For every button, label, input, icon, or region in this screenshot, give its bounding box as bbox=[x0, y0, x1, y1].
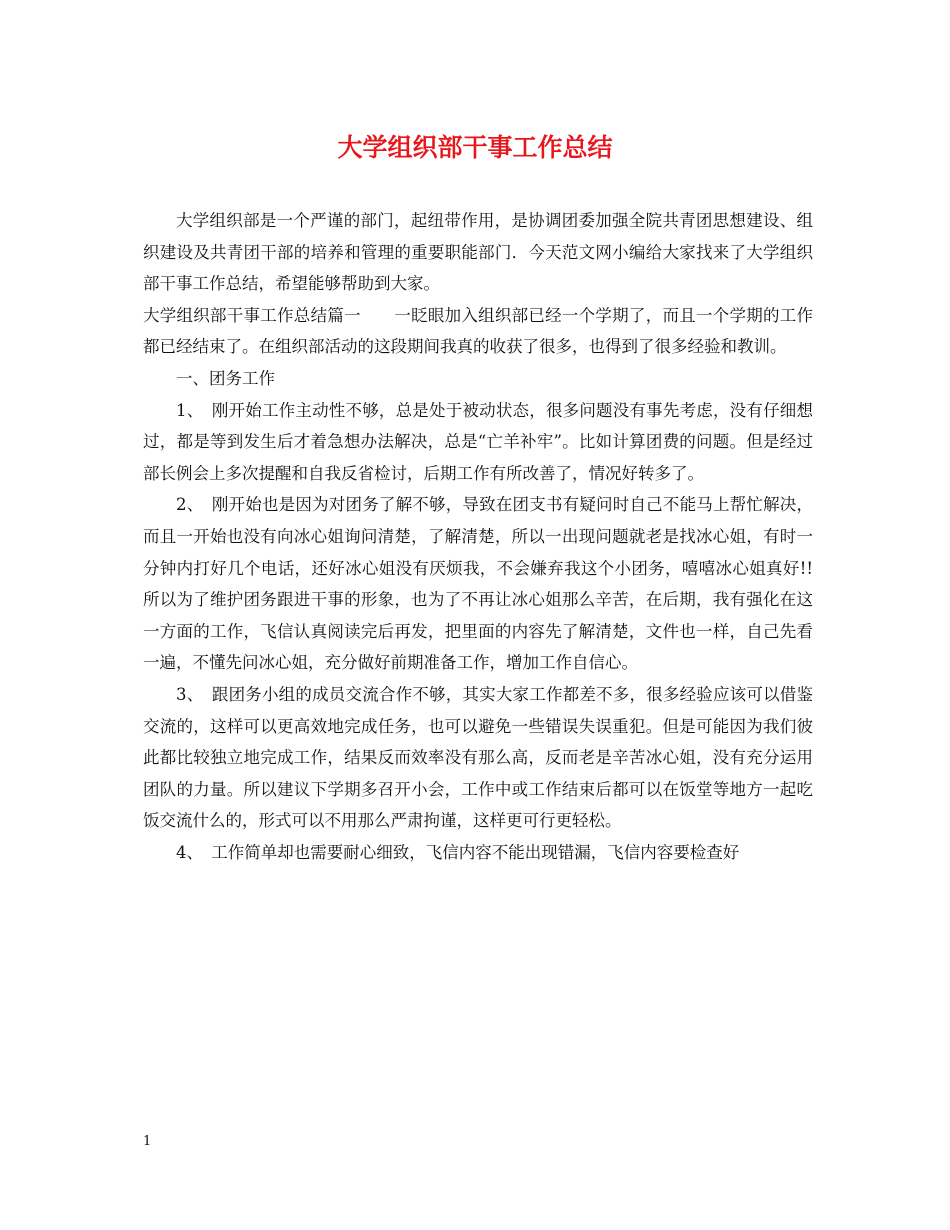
paragraph-item-4: 4、 工作简单却也需要耐心细致，飞信内容不能出现错漏，飞信内容要检查好 bbox=[176, 842, 740, 862]
page-number: 1 bbox=[143, 1134, 152, 1149]
paragraph-section-one: 大学组织部干事工作总结篇一 一眨眼加入组织部已经一个学期了，而且一个学期的工作都已经结束了。在组织部活动的这段期间我真的收获了很多，也得到了很多经验和教训。 bbox=[143, 305, 813, 357]
paragraph-intro: 大学组织部是一个严谨的部门，起纽带作用，是协调团委加强全院共青团思想建设、组织建设及共青团干部的培养和管理的重要职能部门．今天范文网小编给大家找来了大学组织部干事工作总结，希望能够帮助到大家。 bbox=[143, 211, 813, 294]
paragraph-item-1: 1、 刚开始工作主动性不够，总是处于被动状态，很多问题没有事先考虑，没有仔细想过，都是等到发生后才着急想办法解决，总是“亡羊补牢”。比如计算团费的问题。但是经过部长例会上多次提醒和自我反省检讨，后期工作有所改善了，情况好转多了。 bbox=[143, 400, 813, 483]
page-title: 大学组织部干事工作总结 bbox=[337, 133, 613, 162]
paragraph-item-3: 3、 跟团务小组的成员交流合作不够，其实大家工作都差不多，很多经验应该可以借鉴交流的，这样可以更高效地完成任务，也可以避免一些错误失误重犯。但是可能因为我们彼此都比较独立地完成工作，结果反而效率没有那么高，反而老是辛苦冰心姐，没有充分运用团队的力量。所以建议下学期多召开小会，工作中或工作结束后都可以在饭堂等地方一起吃饭交流什么的，形式可以不用那么严肃拘谨，这样更可行更轻松。 bbox=[143, 684, 813, 831]
paragraph-item-2: 2、 刚开始也是因为对团务了解不够，导致在团支书有疑问时自己不能马上帮忙解决，而且一开始也没有向冰心姐询问清楚，了解清楚，所以一出现问题就老是找冰心姐，有时一分钟内打好几个电话，还好冰心姐没有厌烦我，不会嫌弃我这个小团务，嘻嘻冰心姐真好!!所以为了维护团务跟进干事的形象，也为了不再让冰心姐那么辛苦，在后期，我有强化在这一方面的工作，飞信认真阅读完后再发，把里面的内容先了解清楚，文件也一样，自己先看一遍，不懂先问冰心姐，充分做好前期准备工作，增加工作自信心。 bbox=[143, 495, 813, 673]
heading-team-work: 一、团务工作 bbox=[176, 368, 275, 388]
document-body bbox=[143, 205, 813, 868]
